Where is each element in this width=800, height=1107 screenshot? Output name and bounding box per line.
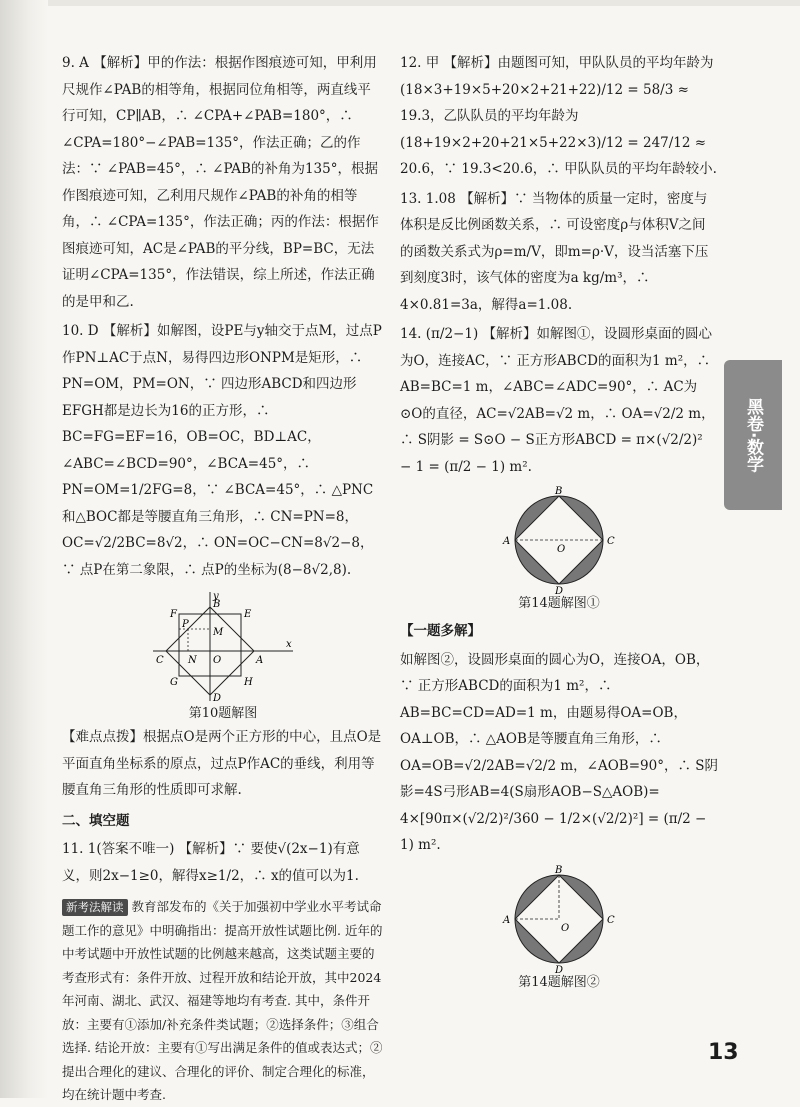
fig10-label-o: O [213, 655, 222, 666]
side-tab-subject: 黑卷·数学 [724, 360, 782, 510]
fig10-label-n: N [188, 655, 197, 666]
fig10-label-x: x [286, 639, 292, 650]
page-number: 13 [708, 1040, 739, 1065]
fig14b-label-c: C [607, 914, 615, 926]
figure-14-2-diagram [499, 865, 619, 973]
fig10-label-y: y [213, 591, 219, 602]
note-10-tip: 【难点点拨】根据点O是两个正方形的中心，且点O是平面直角坐标系的原点，过点P作AC的垂线，利用等腰直角三角形的性质即可求解. [62, 729, 382, 798]
multi-solution-heading: 【一题多解】 [400, 623, 481, 639]
figure-14-1-caption: 第14题解图① [518, 596, 600, 611]
fig10-label-b: B [213, 599, 221, 610]
question-13: 13. 1.08 【解析】∵ 当物体的质量一定时，密度与体积是反比例函数关系，∴ 可设密度ρ与体积V之间的函数关系式为ρ=m/V，即m=ρ·V，设当活塞下压到刻度3时，该气体的密度为a kg/m³，∴ 4×0.81=3a，解得a=1.08. [400, 190, 709, 313]
section-fill-in: 二、填空题 [62, 812, 130, 829]
fig10-label-f: F [170, 609, 177, 620]
fig14b-label-a: A [503, 914, 511, 926]
right-column [400, 50, 718, 993]
figure-10-caption: 第10题解图 [188, 706, 258, 721]
fig10-label-p: P [182, 619, 189, 630]
left-column [62, 50, 384, 1107]
top-edge [48, 0, 800, 6]
fig14a-label-d: D [555, 586, 564, 594]
question-9: 9. A 【解析】甲的作法：根据作图痕迹可知，甲利用尺规作∠PAB的相等角，根据同位角相等，两直线平行可知，CP∥AB，∴ ∠CPA+∠PAB=180°，∴ ∠CPA=180°−∠PAB=135°，作法正确；乙的作法：∵ ∠PAB=45°，∴ ∠PAB的补角为135°，根据作图痕迹可知，乙利用尺规作∠PAB的补角的相等角，∴ ∠CPA=135°，作法正确；丙的作法：根据作图痕迹可知，AC是∠PAB的平分线，BP=BC，无法证明∠CPA=135°，作法错误，综上所述，作法正确的是甲和乙. [62, 55, 379, 310]
fig10-label-a: A [256, 655, 264, 666]
new-method-badge: 新考法解读 [62, 899, 128, 916]
note-11-text: 教育部发布的《关于加强初中学业水平考试命题工作的意见》中明确指出：提高开放性试题比例. 近年的中考试题中开放性试题的比例越来越高，这类试题主要的考查形式有：条件开放、过程开放和结论开放，其中2024年河南、湖北、武汉、福建等地均有考查. 其中，条件开放：主要有①添加/补充条件类试题；②选择条件；③组合选择. 结论开放：主要有①写出满足条件的值或表达式；②提出合理化的建议、合理化的评价、制定合理化的标准，均在统计题中考查. [62, 899, 383, 1102]
fig10-label-h: H [244, 677, 253, 688]
figure-14-2-caption: 第14题解图② [518, 974, 600, 990]
question-10: 10. D 【解析】如解图，设PE与y轴交于点M，过点P作PN⊥AC于点N，易得四边形ONPM是矩形，∴ PN=OM，PM=ON，∵ 四边形ABCD和四边形EFGH都是边长为16的正方形，∴ BC=FG=EF=16，OB=OC，BD⊥AC，∠ABC=∠BCD=90°，∠BCA=45°，∴ PN=OM=1/2FG=8，∵ ∠BCA=45°，∴ △PNC和△BOC都是等腰直角三角形，∴ CN=PN=8，OC=√2/2BC=8√2，∴ ON=OC−CN=8√2−8，∵ 点P在第二象限，∴ 点P的坐标为(8−8√2,8). [62, 323, 382, 578]
fig10-label-e: E [244, 609, 252, 620]
figure-10-diagram [148, 589, 298, 704]
fig10-label-c: C [156, 655, 164, 666]
figure-14-1-diagram [499, 486, 619, 594]
note-11-new-method [62, 895, 384, 1107]
page-binding-shadow [0, 0, 48, 1098]
fig10-label-g: G [170, 677, 178, 688]
question-14: 14. (π/2−1) 【解析】如解图①，设圆形桌面的圆心为O，连接AC，∵ 正方形ABCD的面积为1 m²，∴ AB=BC=1 m，∠ABC=∠ADC=90°，∴ AC为⊙O的直径，AC=√2AB=√2 m，∴ OA=√2/2 m，∴ S阴影 = S⊙O − S正方形ABCD = π×(√2/2)² − 1 = (π/2 − 1) m². [400, 326, 715, 475]
fig14b-label-d: D [555, 964, 564, 973]
fig10-label-d: D [213, 693, 222, 704]
fig14a-label-a: A [503, 536, 511, 547]
fig14a-label-c: C [607, 536, 615, 547]
fig14a-label-b: B [555, 486, 563, 497]
question-11: 11. 1(答案不唯一) 【解析】∵ 要使√(2x−1)有意义，则2x−1≥0，解得x≥1/2，∴ x的值可以为1. [62, 841, 360, 884]
fig14a-label-o: O [557, 544, 566, 555]
fig10-label-m: M [213, 627, 224, 638]
question-12: 12. 甲 【解析】由题图可知，甲队队员的平均年龄为 (18×3+19×5+20×2+21+22)/12 = 58/3 ≈ 19.3，乙队队员的平均年龄为 (18+19×2+20+21×5+22×3)/12 = 247/12 ≈ 20.6，∵ 19.3<20.6，∴ 甲队队员的平均年龄较小. [400, 55, 717, 177]
fig14b-label-b: B [555, 864, 563, 876]
question-14-alt: 如解图②，设圆形桌面的圆心为O，连接OA，OB，∵ 正方形ABCD的面积为1 m²，∴ AB=BC=CD=AD=1 m，由题易得OA=OB，OA⊥OB，∴ △AOB是等腰直角三角形，∴ OA=OB=√2/2AB=√2/2 m，∠AOB=90°，∴ S阴影=4S弓形AB=4(S扇形AOB−S△AOB)= 4×[90π×(√2/2)²/360 − 1/2×(√2/2)²] = (π/2 − 1) m². [400, 651, 718, 853]
fig14b-label-o: O [561, 922, 570, 934]
